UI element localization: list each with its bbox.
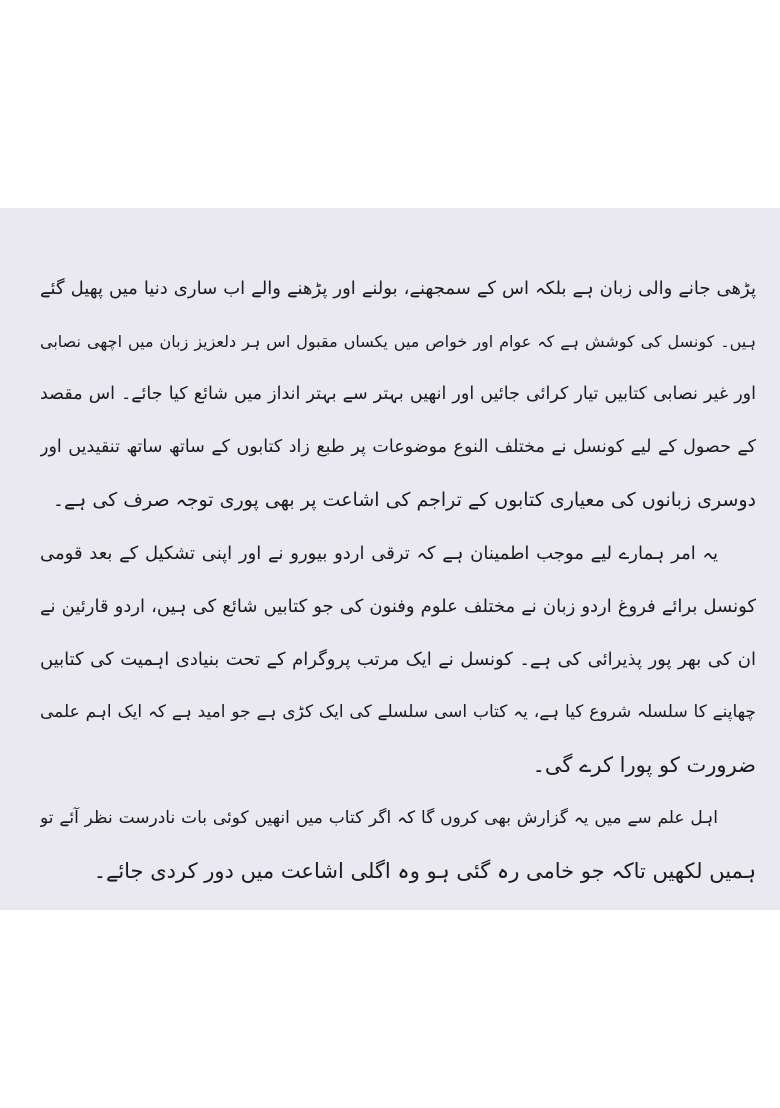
page-text [40, 262, 756, 898]
text-line: کے حصول کے لیے کونسل نے مختلف النوع موضوعات پر طبع زاد کتابوں کے ساتھ ساتھ تنقیدیں اور [40, 437, 756, 457]
text-line: ان کی بھر پور پذیرائی کی ہے۔ کونسل نے ایک مرتب پروگرام کے تحت بنیادی اہمیت کی کتابیں [40, 649, 756, 670]
text-line: یہ امر ہمارے لیے موجب اطمینان ہے کہ ترقی اردو بیورو نے اور اپنی تشکیل کے بعد قومی [40, 543, 718, 564]
text-line: چھاپنے کا سلسلہ شروع کیا ہے، یہ کتاب اسی سلسلے کی ایک کڑی ہے جو امید ہے کہ ایک اہم علمی [40, 702, 756, 722]
text-line: دوسری زبانوں کی معیاری کتابوں کے تراجم کی اشاعت پر بھی پوری توجہ صرف کی ہے۔ [52, 489, 756, 511]
text-line: ضرورت کو پورا کرے گی۔ [532, 753, 756, 777]
text-line: کونسل برائے فروغ اردو زبان نے مختلف علوم وفنون کی جو کتابیں شائع کی ہیں، اردو قارئین نے [40, 596, 756, 617]
text-line: ہمیں لکھیں تاکہ جو خامی رہ گئی ہو وہ اگلی اشاعت میں دور کردی جائے۔ [93, 859, 756, 883]
text-line: اور غیر نصابی کتابیں تیار کرائی جائیں اور انھیں بہتر سے بہتر انداز میں شائع کیا جائے۔ اس مقصد [40, 384, 756, 404]
text-line: ہیں۔ کونسل کی کوشش ہے کہ عوام اور خواص میں یکساں مقبول اس ہر دلعزیز زبان میں اچھی نصابی [40, 332, 756, 351]
text-line: اہل علم سے میں یہ گزارش بھی کروں گا کہ اگر کتاب میں انھیں کوئی بات نادرست نظر آئے تو [40, 808, 718, 828]
text-line: پڑھی جانے والی زبان ہے بلکہ اس کے سمجھنے، بولنے اور پڑھنے والے اب ساری دنیا میں پھیل گئے [40, 278, 756, 299]
